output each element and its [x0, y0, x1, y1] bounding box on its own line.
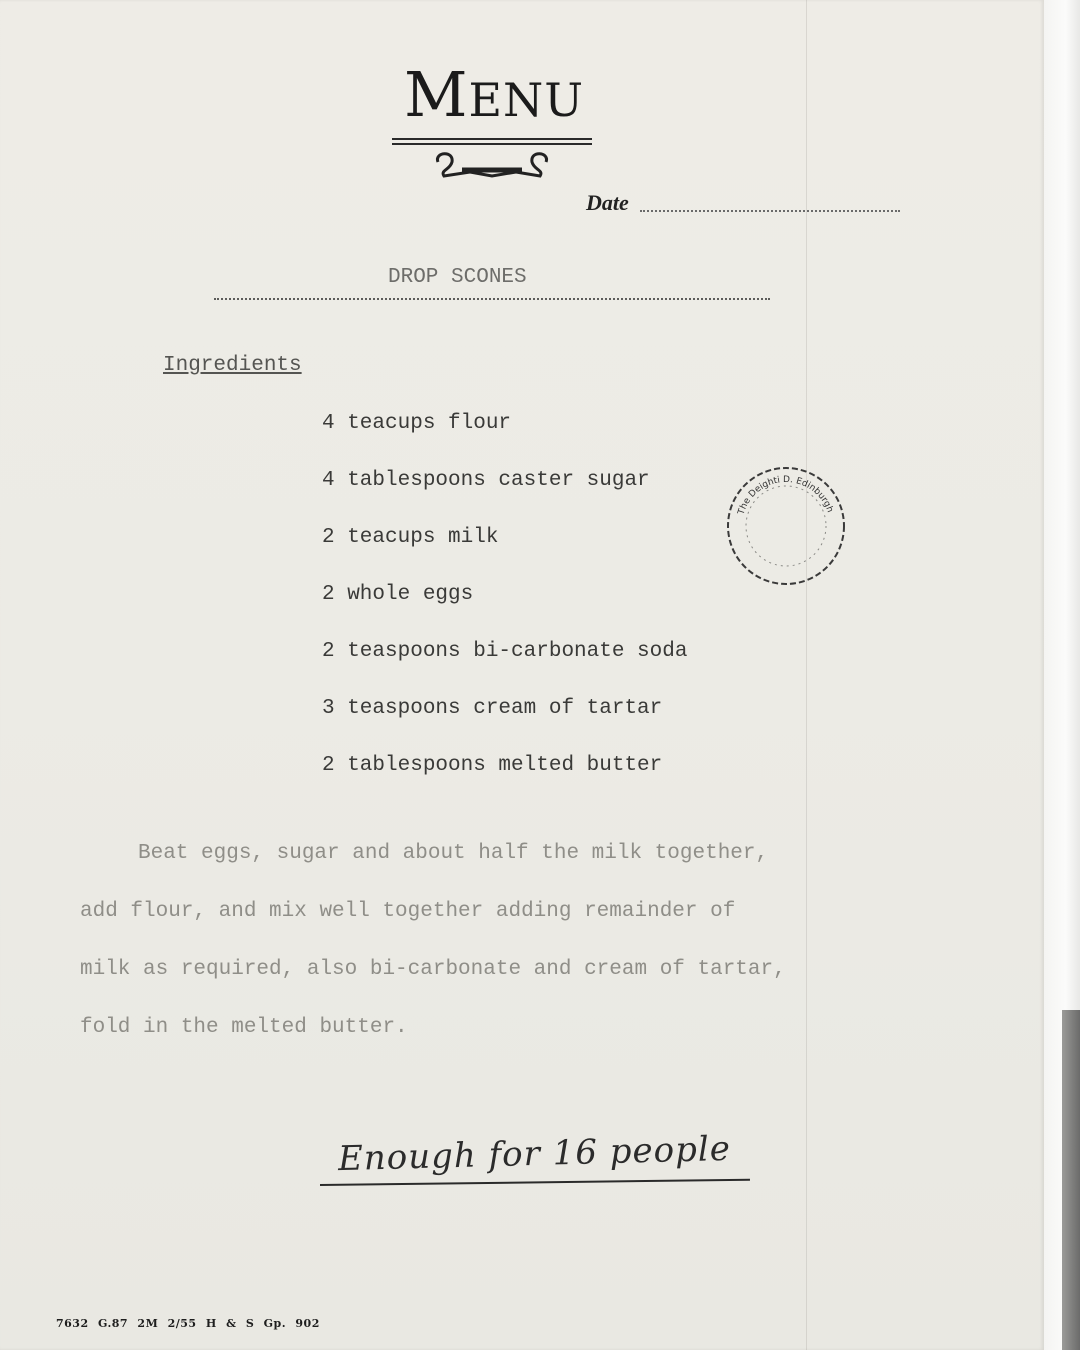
ingredient-item: 2 whole eggs	[322, 583, 474, 606]
title-rule-bottom	[392, 143, 592, 145]
title-rule-top	[392, 138, 592, 140]
ingredient-item: 4 tablespoons caster sugar	[322, 469, 650, 492]
method-line: add flour, and mix well together adding remainder of	[80, 900, 736, 923]
paper-fold-line	[806, 0, 807, 1350]
print-code: 7632 G.87 2M 2/55 H & S Gp. 902	[56, 1317, 320, 1330]
method-line: fold in the melted butter.	[80, 1016, 408, 1039]
recipe-title: DROP SCONES	[388, 266, 527, 289]
handwritten-note-text: Enough for 16 people	[337, 1128, 732, 1180]
handwritten-note	[320, 1128, 760, 1198]
ingredient-item: 3 teaspoons cream of tartar	[322, 697, 663, 720]
ingredient-item: 2 teaspoons bi-carbonate soda	[322, 640, 688, 663]
office-stamp-icon	[724, 464, 848, 588]
method-line: Beat eggs, sugar and about half the milk together,	[138, 842, 769, 865]
ingredient-item: 2 teacups milk	[322, 526, 499, 549]
menu-title	[392, 58, 596, 131]
menu-title-initial: M	[403, 58, 469, 131]
svg-text:The Deighti D. Edinburgh: The Deighti D. Edinburgh	[736, 474, 835, 516]
ingredients-heading: Ingredients	[163, 354, 302, 377]
recipe-title-dotted-line	[214, 298, 770, 300]
ornament-flourish-icon	[432, 146, 552, 180]
method-line: milk as required, also bi-carbonate and cream of tartar,	[80, 958, 786, 981]
background-edge	[1044, 0, 1080, 1350]
date-label: Date	[586, 190, 629, 215]
ingredient-item: 2 tablespoons melted butter	[322, 754, 663, 777]
background-shadow	[1062, 1010, 1080, 1350]
ingredient-item: 4 teacups flour	[322, 412, 512, 435]
menu-title-rest: ENU	[468, 73, 585, 127]
date-dotted-line	[640, 210, 900, 212]
handwritten-underline	[320, 1179, 750, 1186]
